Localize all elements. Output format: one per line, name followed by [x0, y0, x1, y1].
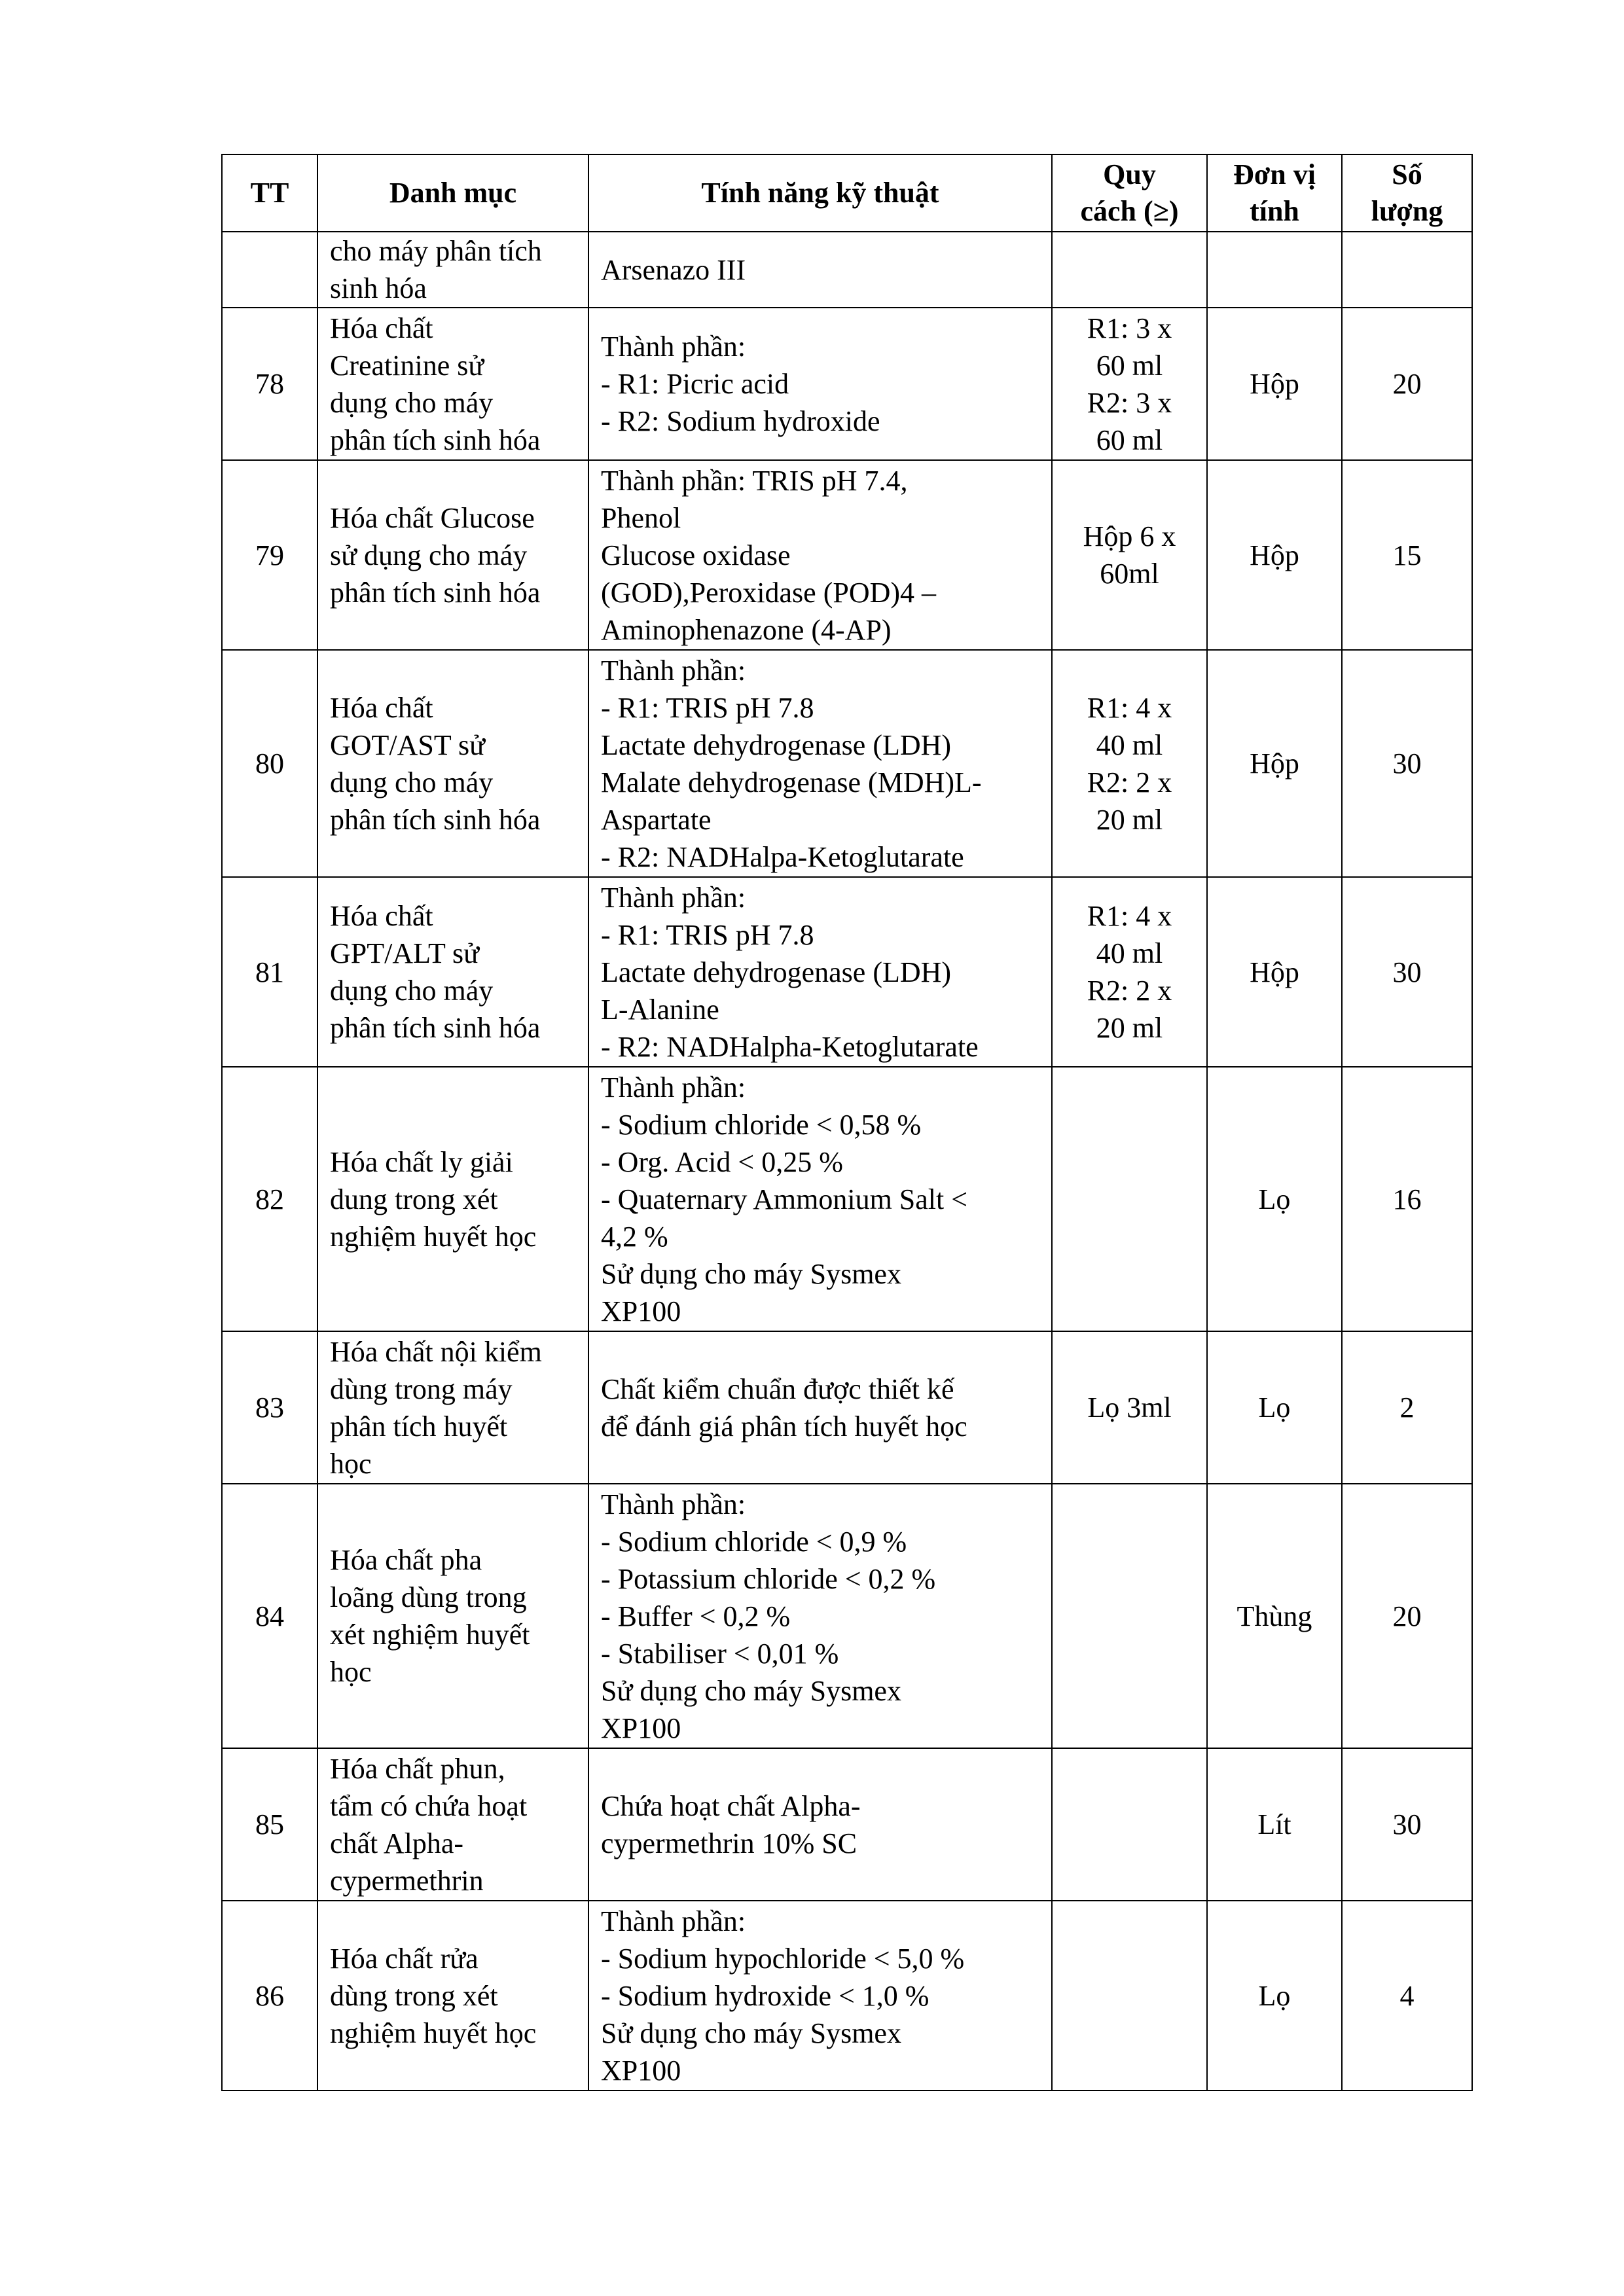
category-cell [317, 1067, 588, 1331]
packaging-line: R1: 4 x [1087, 900, 1172, 932]
table-row [222, 877, 1472, 1067]
spec-line: - Org. Acid < 0,25 % [601, 1145, 843, 1178]
technical-spec-cell [588, 1331, 1052, 1484]
technical-spec-cell [588, 650, 1052, 877]
spec-line: - R2: NADHalpha-Ketoglutarate [601, 1030, 979, 1063]
packaging-line: Lọ 3ml [1087, 1391, 1172, 1424]
table-row [222, 460, 1472, 650]
quantity-cell: 20 [1342, 1484, 1472, 1748]
spec-line: Thành phần: [601, 1905, 746, 1937]
spec-line: 4,2 % [601, 1220, 668, 1253]
packaging-cell [1052, 460, 1207, 650]
spec-line: Lactate dehydrogenase (LDH) [601, 728, 952, 761]
category-line: Hóa chất nội kiểm [330, 1335, 542, 1368]
header-quantity-line: Số [1392, 158, 1422, 190]
technical-spec-cell [588, 232, 1052, 308]
packaging-cell [1052, 1748, 1207, 1901]
spec-line: Aspartate [601, 803, 712, 836]
technical-spec-cell [588, 460, 1052, 650]
technical-spec-cell [588, 1748, 1052, 1901]
header-unit-line: tính [1250, 195, 1299, 227]
packaging-line: Hộp 6 x [1083, 520, 1176, 552]
packaging-line: R1: 3 x [1087, 312, 1172, 344]
spec-line: - R2: Sodium hydroxide [601, 405, 880, 437]
header-packaging [1052, 154, 1207, 232]
category-line: xét nghiệm huyết [330, 1619, 530, 1651]
category-line: phân tích sinh hóa [330, 423, 541, 456]
unit-cell: Lọ [1207, 1067, 1342, 1331]
quantity-cell: 15 [1342, 460, 1472, 650]
category-line: nghiệm huyết học [330, 2017, 537, 2049]
category-line: Hóa chất pha [330, 1544, 482, 1576]
packaging-line: R2: 2 x [1087, 766, 1172, 798]
category-line: dụng cho máy [330, 975, 494, 1007]
spec-line: Chứa hoạt chất Alpha- [601, 1789, 861, 1822]
spec-line: - R1: TRIS pH 7.8 [601, 691, 814, 724]
packaging-cell [1052, 232, 1207, 308]
category-line: Hóa chất ly giải [330, 1145, 513, 1178]
packaging-line: R2: 3 x [1087, 386, 1172, 419]
spec-line: - R1: TRIS pH 7.8 [601, 918, 814, 951]
spec-line: - Sodium chloride < 0,58 % [601, 1108, 922, 1141]
packaging-line: 60 ml [1096, 349, 1163, 382]
category-line: sinh hóa [330, 272, 427, 304]
header-row [222, 154, 1472, 232]
quantity-cell: 30 [1342, 650, 1472, 877]
packaging-line: 40 ml [1096, 728, 1163, 761]
quantity-cell: 16 [1342, 1067, 1472, 1331]
spec-line: L-Alanine [601, 993, 719, 1026]
packaging-line: 60 ml [1096, 423, 1163, 456]
row-number-cell: 80 [222, 650, 317, 877]
table-row [222, 650, 1472, 877]
spec-line: - Potassium chloride < 0,2 % [601, 1562, 936, 1595]
unit-cell: Hộp [1207, 308, 1342, 460]
spec-line: - Sodium hydroxide < 1,0 % [601, 1979, 929, 2012]
packaging-cell [1052, 1901, 1207, 2090]
spec-line: cypermethrin 10% SC [601, 1827, 857, 1859]
spec-line: Thành phần: TRIS pH 7.4, [601, 464, 908, 497]
packaging-cell [1052, 1484, 1207, 1748]
unit-cell: Hộp [1207, 460, 1342, 650]
category-line: dụng cho máy [330, 386, 494, 419]
header-unit [1207, 154, 1342, 232]
category-line: phân tích sinh hóa [330, 803, 541, 836]
category-cell [317, 877, 588, 1067]
unit-cell: Lít [1207, 1748, 1342, 1901]
category-line: phân tích huyết [330, 1410, 508, 1443]
category-line: dụng cho máy [330, 766, 494, 798]
spec-line: Sử dụng cho máy Sysmex [601, 1674, 901, 1707]
category-line: tẩm có chứa hoạt [330, 1789, 528, 1822]
packaging-line: R2: 2 x [1087, 975, 1172, 1007]
table-row [222, 1331, 1472, 1484]
table-row [222, 1748, 1472, 1901]
spec-line: Arsenazo III [601, 253, 746, 286]
spec-line: XP100 [601, 2054, 681, 2087]
quantity-cell: 2 [1342, 1331, 1472, 1484]
quantity-cell: 4 [1342, 1901, 1472, 2090]
category-line: Hóa chất [330, 900, 433, 932]
packaging-line: 60ml [1100, 558, 1159, 590]
technical-spec-cell [588, 308, 1052, 460]
spec-line: Phenol [601, 501, 681, 534]
category-line: dùng trong xét [330, 1979, 498, 2012]
unit-cell [1207, 232, 1342, 308]
spec-line: - Buffer < 0,2 % [601, 1600, 791, 1632]
category-line: học [330, 1447, 372, 1480]
unit-cell: Lọ [1207, 1331, 1342, 1484]
packaging-line: R1: 4 x [1087, 691, 1172, 724]
packaging-cell [1052, 1067, 1207, 1331]
category-line: Hóa chất [330, 691, 433, 724]
table-row [222, 1067, 1472, 1331]
quantity-cell [1342, 232, 1472, 308]
spec-line: - Sodium chloride < 0,9 % [601, 1525, 907, 1558]
row-number-cell: 78 [222, 308, 317, 460]
row-number-cell: 83 [222, 1331, 317, 1484]
spec-line: - Stabiliser < 0,01 % [601, 1637, 839, 1670]
header-packaging-line: cách (≥) [1080, 195, 1179, 227]
technical-spec-cell [588, 1067, 1052, 1331]
category-cell [317, 1331, 588, 1484]
unit-cell: Hộp [1207, 877, 1342, 1067]
spec-line: XP100 [601, 1295, 681, 1327]
spec-line: - R2: NADHalpa-Ketoglutarate [601, 840, 964, 873]
category-cell [317, 650, 588, 877]
table-row [222, 308, 1472, 460]
category-line: sử dụng cho máy [330, 539, 528, 571]
category-line: Hóa chất Glucose [330, 501, 535, 534]
category-line: phân tích sinh hóa [330, 1012, 541, 1044]
category-line: học [330, 1656, 372, 1688]
header-quantity [1342, 154, 1472, 232]
spec-line: Lactate dehydrogenase (LDH) [601, 956, 952, 988]
spec-line: Thành phần: [601, 654, 746, 687]
spec-line: (GOD),Peroxidase (POD)4 – [601, 576, 937, 609]
spec-line: để đánh giá phân tích huyết học [601, 1410, 967, 1443]
table-row [222, 232, 1472, 308]
spec-line: Glucose oxidase [601, 539, 791, 571]
category-cell [317, 232, 588, 308]
category-line: loãng dùng trong [330, 1581, 527, 1613]
spec-line: Malate dehydrogenase (MDH)L- [601, 766, 982, 798]
spec-line: Sử dụng cho máy Sysmex [601, 1257, 901, 1290]
quantity-cell: 30 [1342, 877, 1472, 1067]
category-line: chất Alpha- [330, 1827, 464, 1859]
technical-spec-cell [588, 1484, 1052, 1748]
category-cell [317, 1901, 588, 2090]
packaging-cell [1052, 1331, 1207, 1484]
packaging-line: 40 ml [1096, 937, 1163, 969]
spec-line: XP100 [601, 1712, 681, 1744]
category-line: cho máy phân tích [330, 235, 542, 267]
category-line: dùng trong máy [330, 1372, 513, 1405]
category-line: phân tích sinh hóa [330, 576, 541, 609]
category-line: dung trong xét [330, 1183, 498, 1215]
category-line: Hóa chất phun, [330, 1752, 505, 1785]
category-line: cypermethrin [330, 1864, 484, 1897]
category-line: Creatinine sử [330, 349, 484, 382]
packaging-cell [1052, 650, 1207, 877]
spec-line: Thành phần: [601, 881, 746, 914]
category-line: Hóa chất [330, 312, 433, 344]
category-cell [317, 460, 588, 650]
quantity-cell: 20 [1342, 308, 1472, 460]
header-unit-line: Đơn vị [1233, 158, 1316, 190]
technical-spec-cell [588, 877, 1052, 1067]
header-technical-spec: Tính năng kỹ thuật [588, 154, 1052, 232]
row-number-cell: 84 [222, 1484, 317, 1748]
quantity-cell: 30 [1342, 1748, 1472, 1901]
unit-cell: Lọ [1207, 1901, 1342, 2090]
spec-line: Chất kiểm chuẩn được thiết kế [601, 1372, 954, 1405]
category-cell [317, 308, 588, 460]
spec-line: Thành phần: [601, 1071, 746, 1103]
category-cell [317, 1484, 588, 1748]
table-body [222, 232, 1472, 2090]
spec-line: Aminophenazone (4-AP) [601, 613, 892, 646]
header-category: Danh mục [317, 154, 588, 232]
row-number-cell: 82 [222, 1067, 317, 1331]
header-tt: TT [222, 154, 317, 232]
row-number-cell: 86 [222, 1901, 317, 2090]
spec-line: Thành phần: [601, 1488, 746, 1520]
category-line: GOT/AST sử [330, 728, 485, 761]
spec-line: Sử dụng cho máy Sysmex [601, 2017, 901, 2049]
category-line: GPT/ALT sử [330, 937, 480, 969]
spec-line: - Sodium hypochloride < 5,0 % [601, 1942, 965, 1975]
category-cell [317, 1748, 588, 1901]
unit-cell: Hộp [1207, 650, 1342, 877]
header-packaging-line: Quy [1103, 158, 1156, 190]
unit-cell: Thùng [1207, 1484, 1342, 1748]
row-number-cell [222, 232, 317, 308]
table-row [222, 1484, 1472, 1748]
chemical-spec-table [221, 154, 1473, 2091]
packaging-cell [1052, 877, 1207, 1067]
row-number-cell: 85 [222, 1748, 317, 1901]
technical-spec-cell [588, 1901, 1052, 2090]
spec-line: - R1: Picric acid [601, 368, 789, 400]
category-line: nghiệm huyết học [330, 1220, 537, 1253]
spec-line: Thành phần: [601, 331, 746, 363]
row-number-cell: 81 [222, 877, 317, 1067]
header-quantity-line: lượng [1371, 195, 1443, 227]
spec-line: - Quaternary Ammonium Salt < [601, 1183, 968, 1215]
packaging-cell [1052, 308, 1207, 460]
packaging-line: 20 ml [1096, 803, 1163, 836]
row-number-cell: 79 [222, 460, 317, 650]
category-line: Hóa chất rửa [330, 1942, 478, 1975]
table-row [222, 1901, 1472, 2090]
packaging-line: 20 ml [1096, 1012, 1163, 1044]
